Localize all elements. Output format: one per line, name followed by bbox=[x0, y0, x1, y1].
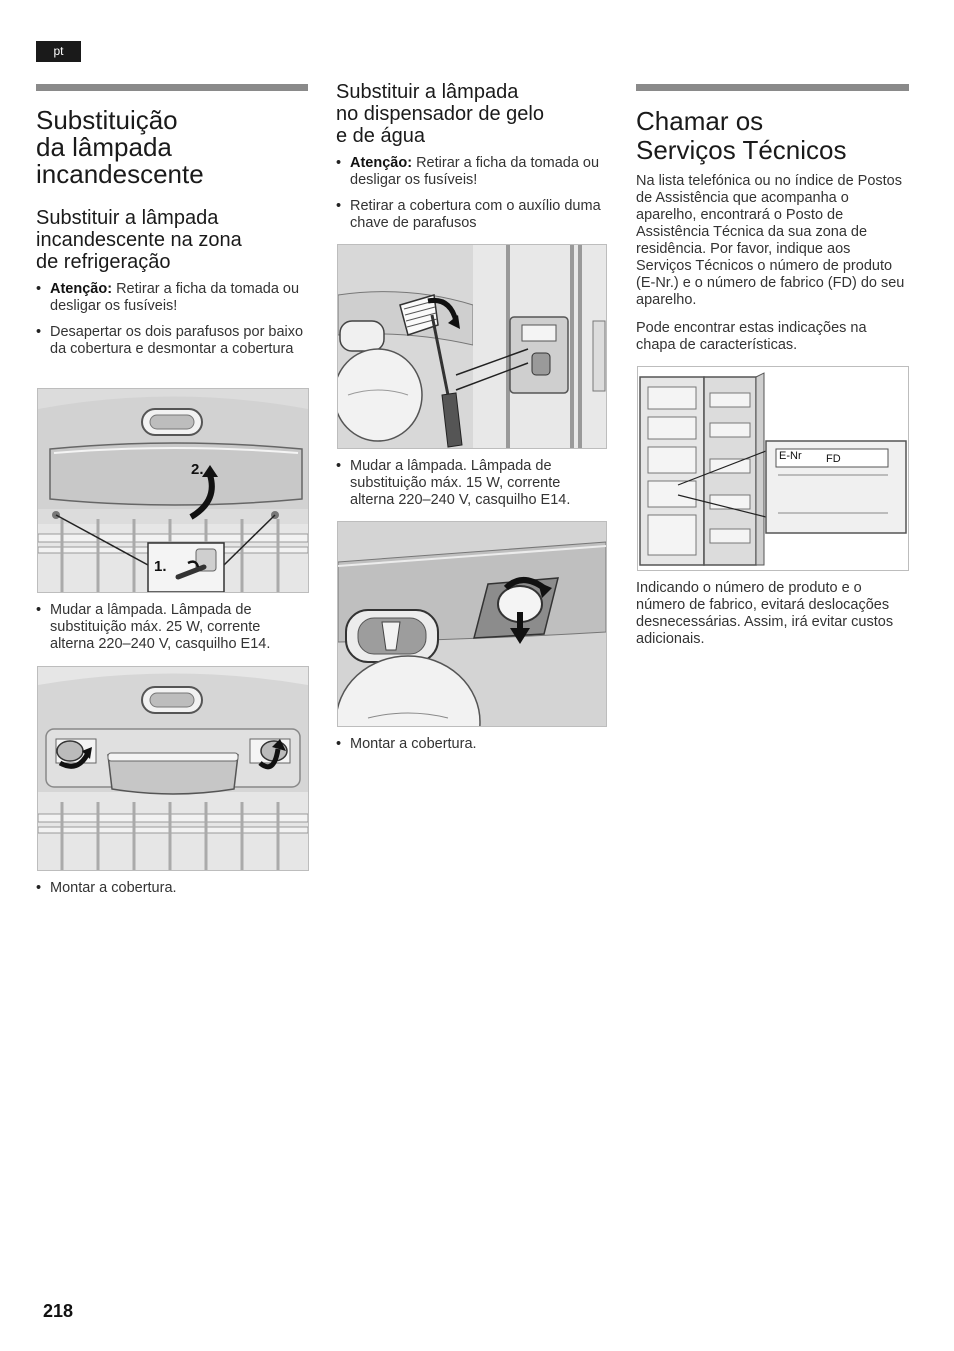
list-item bbox=[36, 880, 304, 897]
figure-change-lamps bbox=[37, 666, 309, 871]
list-item bbox=[336, 198, 604, 232]
title-line: Chamar os bbox=[636, 106, 764, 136]
page-number: 218 bbox=[43, 1301, 74, 1321]
step-1-label: 1. bbox=[154, 558, 167, 575]
subtitle-line: e de água bbox=[336, 125, 425, 147]
list-item-text: Mudar a lâmpada. Lâmpada de substituição máx. 25 W, corrente alterna 220–240 V, casquilho E14. bbox=[50, 602, 271, 652]
list-item bbox=[336, 458, 604, 509]
list-item-text: Montar a cobertura. bbox=[350, 736, 477, 752]
subtitle-line: no dispensador de gelo bbox=[336, 103, 544, 125]
list-item-text: Montar a cobertura. bbox=[50, 880, 177, 896]
subtitle-line: de refrigeração bbox=[36, 251, 171, 273]
subtitle-line: incandescente na zona bbox=[36, 229, 242, 251]
title-line: da lâmpada bbox=[36, 132, 172, 162]
list-item bbox=[36, 602, 304, 653]
service-paragraph-1: Na lista telefónica ou no índice de Postos de Assistência que acompanha o aparelho, encontrará o Posto de Assistência Técnica da sua zona de residência. Por favor, indique aos Serviços Técnicos o número de produto (E-Nr.) e o número de fabrico (FD) do seu aparelho. bbox=[636, 173, 905, 308]
bullet-list-col2-b bbox=[336, 458, 604, 518]
warning-label: Atenção: bbox=[350, 155, 413, 171]
subtitle-line: Substituir a lâmpada bbox=[36, 207, 219, 229]
bullet-list-col2-c bbox=[336, 736, 604, 762]
label-fd: FD bbox=[826, 453, 841, 465]
list-item bbox=[336, 155, 604, 189]
language-tag: pt bbox=[36, 41, 81, 62]
subtitle-ice-water-dispenser bbox=[336, 81, 608, 147]
section-rule-left bbox=[36, 84, 308, 91]
service-paragraph-2: Pode encontrar estas indicações na chapa de características. bbox=[636, 320, 867, 353]
step-2-label: 2. bbox=[191, 461, 204, 478]
figure-dispenser-screwdriver bbox=[337, 244, 607, 449]
figure-rating-plate bbox=[637, 366, 909, 571]
subtitle-line: Substituir a lâmpada bbox=[336, 81, 519, 103]
fridge-rating-plate-illustration bbox=[638, 367, 908, 570]
warning-label: Atenção: bbox=[50, 281, 113, 297]
service-paragraph-3: Indicando o número de produto e o número de fabrico, evitará deslocações desnecessárias. Assim, irá evitar custos adicionais. bbox=[636, 580, 894, 647]
list-item-text: Retirar a ficha da tomada ou desligar os fusíveis! bbox=[50, 281, 300, 314]
dispenser-screwdriver-illustration bbox=[338, 245, 606, 448]
bullet-list-col1-b bbox=[36, 602, 304, 662]
dispenser-lamp-illustration bbox=[338, 522, 606, 726]
bullet-list-col1-a bbox=[36, 281, 304, 367]
list-item bbox=[36, 281, 304, 315]
section-title-lamp-replacement bbox=[36, 107, 308, 188]
cover-screws-illustration bbox=[38, 389, 308, 592]
subtitle-refrigeration-zone bbox=[36, 207, 308, 273]
lamps-illustration bbox=[38, 667, 308, 870]
figure-dispenser-lamp bbox=[337, 521, 607, 727]
list-item bbox=[36, 324, 304, 358]
list-item bbox=[336, 736, 604, 753]
list-item-text: Mudar a lâmpada. Lâmpada de substituição máx. 15 W, corrente alterna 220–240 V, casquilho E14. bbox=[350, 458, 571, 508]
title-line: Substituição bbox=[36, 105, 178, 135]
list-item-text: Retirar a ficha da tomada ou desligar os fusíveis! bbox=[350, 155, 600, 188]
section-title-technical-service bbox=[636, 107, 909, 165]
figure-remove-cover-screws bbox=[37, 388, 309, 593]
title-line: incandescente bbox=[36, 159, 204, 189]
list-item-text: Desapertar os dois parafusos por baixo da cobertura e desmontar a cobertura bbox=[50, 324, 304, 357]
title-line: Serviços Técnicos bbox=[636, 135, 847, 165]
label-e-nr: E-Nr bbox=[779, 450, 802, 462]
bullet-list-col2-a bbox=[336, 155, 604, 241]
bullet-list-col1-c bbox=[36, 880, 304, 906]
list-item-text: Retirar a cobertura com o auxílio duma chave de parafusos bbox=[350, 198, 601, 231]
section-rule-right bbox=[636, 84, 909, 91]
